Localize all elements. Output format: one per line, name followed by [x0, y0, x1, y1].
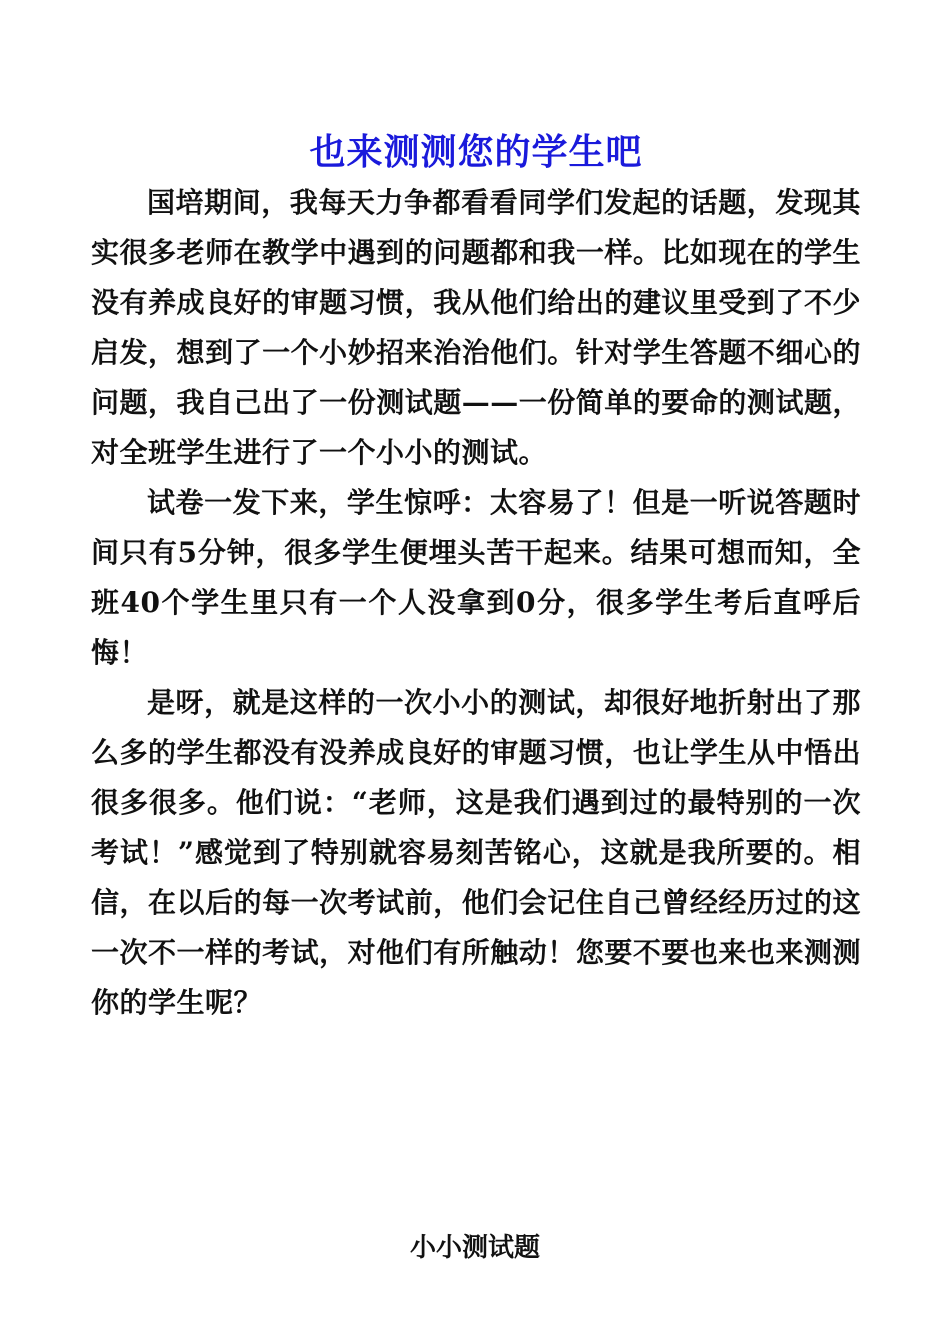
document-title: 也来测测您的学生吧: [309, 132, 643, 173]
section-title: 小小测试题: [409, 1233, 540, 1263]
document-page: [91, 128, 861, 1028]
paragraph-intro: 国培期间，我每天力争都看看同学们发起的话题，发现其实很多老师在教学中遇到的问题都和我一样。比如现在的学生没有养成良好的审题习惯，我从他们给出的建议里受到了不少启发，想到了一个小妙招来治治他们。针对学生答题不细心的问题，我自己出了一份测试题——一份简单的要命的测试题，对全班学生进行了一个小小的测试。: [91, 186, 861, 469]
paragraph-test-result: 试卷一发下来，学生惊呼：太容易了！但是一听说答题时间只有5分钟，很多学生便埋头苦干起来。结果可想而知，全班40个学生里只有一个人没拿到0分，很多学生考后直呼后悔！: [91, 486, 861, 669]
paragraph-reflection: 是呀，就是这样的一次小小的测试，却很好地折射出了那么多的学生都没有没养成良好的审题习惯，也让学生从中悟出很多很多。他们说：“老师，这是我们遇到过的最特别的一次考试！”感觉到了特别就容易刻苦铭心，这就是我所要的。相信，在以后的每一次考试前，他们会记住自己曾经经历过的这一次不一样的考试，对他们有所触动！您要不要也来也来测测你的学生呢？: [91, 686, 861, 1019]
